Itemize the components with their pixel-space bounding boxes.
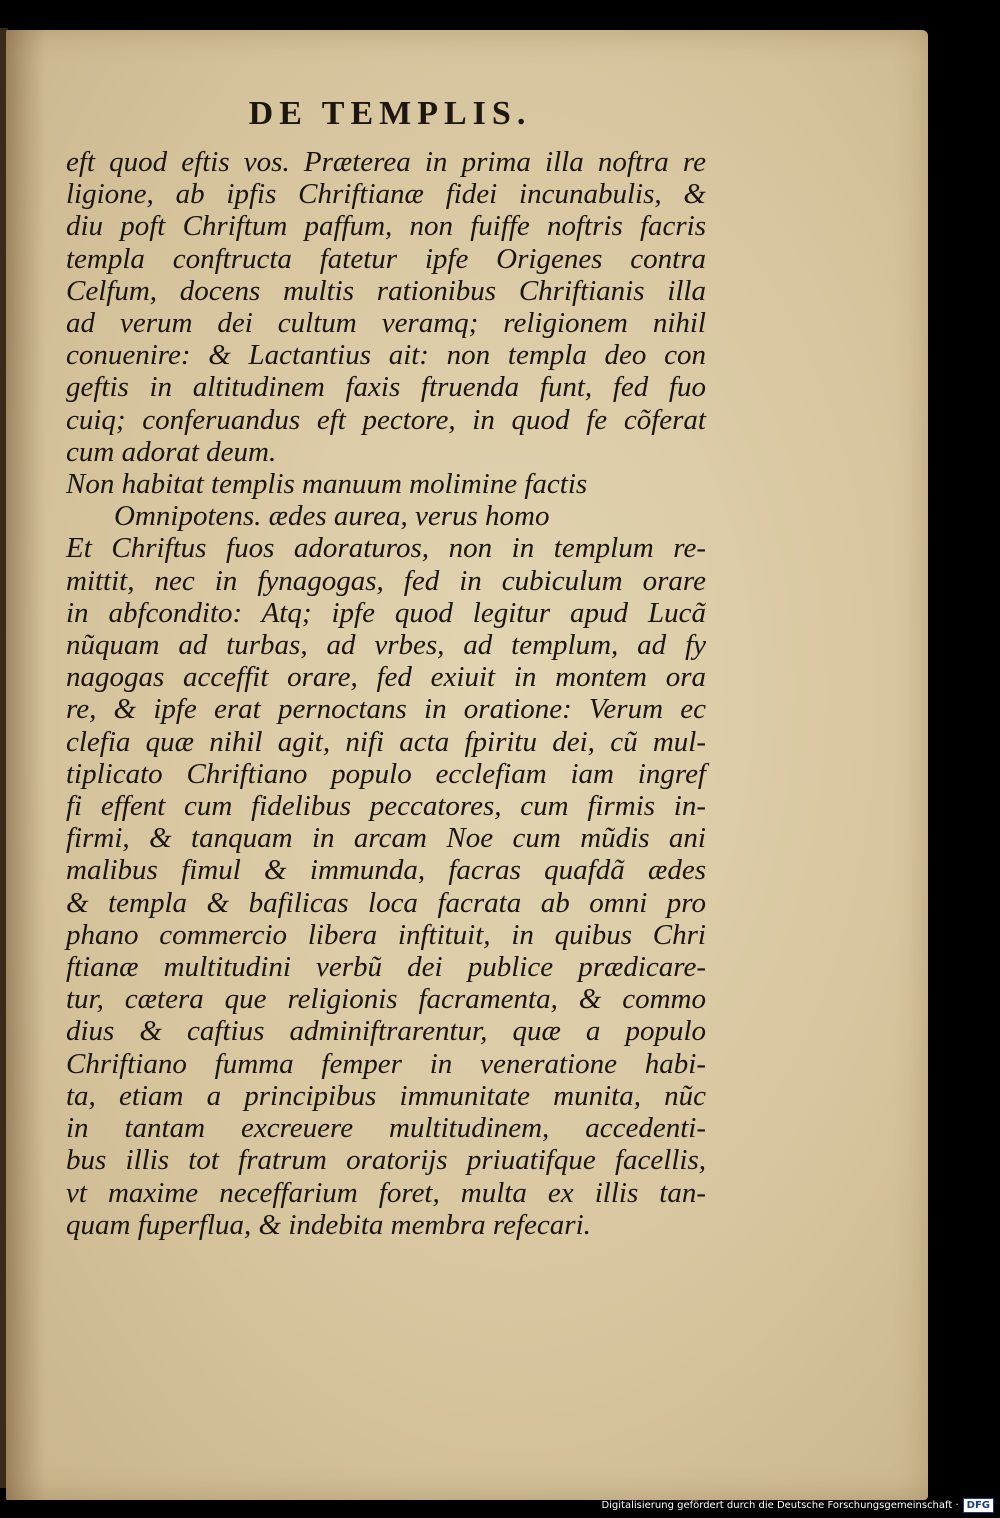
text-line: in abfcondito: Atq; ipfe quod legitur apud Lucã — [66, 596, 706, 629]
text-line: malibus fimul & immunda, facras quafdã ædes — [66, 854, 706, 887]
text-line: tiplicato Chriftiano populo ecclefiam iam ingref — [66, 757, 706, 790]
text-line: ta, etiam a principibus immunitate munita, nũc — [66, 1079, 706, 1112]
text-line: & templa & bafilicas loca facrata ab omni pro — [66, 886, 706, 919]
text-line: nũquam ad turbas, ad vrbes, ad templum, ad fy — [66, 629, 706, 662]
text-line: eft quod eftis vos. Præterea in prima illa noftra re — [66, 146, 706, 178]
dfg-logo-icon: DFG — [963, 1498, 994, 1513]
digitization-credit — [601, 1496, 994, 1514]
text-line: conuenire: & Lactantius ait: non templa deo con — [66, 339, 706, 372]
text-line: re, & ipfe erat pernoctans in oratione: Verum ec — [66, 693, 706, 726]
text-line: quam fuperflua, & indebita membra refecari. — [66, 1208, 591, 1241]
text-line: ftianæ multitudini verbũ dei publice prædicare- — [66, 951, 706, 984]
text-line: bus illis tot fratrum oratorijs priuatifque facellis, — [66, 1144, 706, 1177]
text-line: firmi, & tanquam in arcam Noe cum mũdis ani — [66, 822, 706, 855]
text-line: fi effent cum fidelibus peccatores, cum firmis in- — [66, 790, 706, 823]
text-line: mittit, nec in fynagogas, fed in cubiculum orare — [66, 564, 706, 597]
text-line: clefia quæ nihil agit, nifi acta fpiritu dei, cũ mul- — [66, 725, 706, 758]
text-line: nagogas acceffit orare, fed exiuit in montem ora — [66, 661, 706, 694]
text-line: Et Chriftus fuos adoraturos, non in templum re- — [66, 532, 706, 565]
running-head: DE TEMPLIS. — [248, 95, 532, 132]
text-line: cum adorat deum. — [66, 435, 277, 468]
body-text — [66, 146, 706, 1241]
verse-line: Non habitat templis manuum molimine factis — [66, 468, 588, 501]
text-line: vt maxime neceffarium foret, multa ex illis tan- — [66, 1176, 706, 1209]
page-gutter-shadow — [6, 30, 46, 1500]
text-line: dius & caftius adminiftrarentur, quæ a populo — [66, 1015, 706, 1048]
text-line: geftis in altitudinem faxis ftruenda funt, fed fuo — [66, 371, 706, 404]
text-line: ligione, ab ipfis Chriftianæ fidei incunabulis, & — [66, 178, 706, 211]
text-line: Chriftiano fumma femper in veneratione habi- — [66, 1047, 706, 1080]
text-line: templa conftructa fatetur ipfe Origenes contra — [66, 242, 706, 275]
text-line: tur, cætera que religionis facramenta, & commo — [66, 983, 706, 1016]
credit-text: Digitalisierung gefördert durch die Deutsche Forschungsgemeinschaft · — [601, 1499, 959, 1511]
text-line: phano commercio libera inftituit, in quibus Chri — [66, 918, 706, 951]
text-line: cuiq; conferuandus eft pectore, in quod fe cõferat — [66, 403, 706, 436]
text-line: ad verum dei cultum veramq; religionem nihil — [66, 307, 706, 340]
text-line: diu poft Chriftum paffum, non fuiffe noftris facris — [66, 210, 706, 243]
text-line: Celfum, docens multis rationibus Chriftianis illa — [66, 274, 706, 307]
verse-line: Omnipotens. ædes aurea, verus homo — [114, 500, 550, 533]
text-line: in tantam excreuere multitudinem, accedenti- — [66, 1112, 706, 1145]
